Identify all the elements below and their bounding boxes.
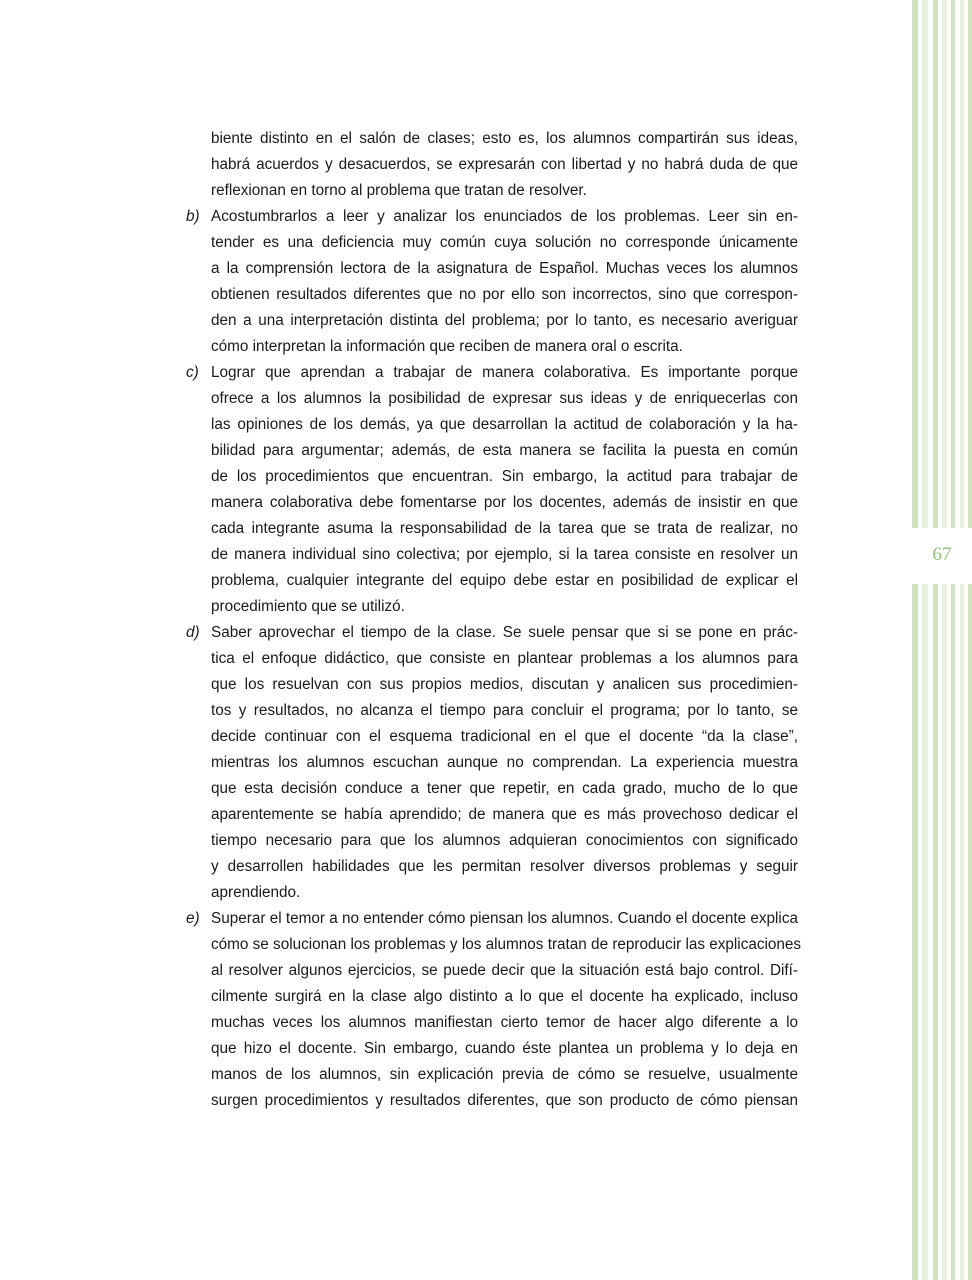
text-line: y desarrollen habilidades que les permitan resolver diversos problemas y seguir <box>211 858 798 875</box>
list-item <box>186 360 798 620</box>
text-line: mientras los alumnos escuchan aunque no comprendan. La experiencia muestra <box>211 754 798 771</box>
edge-stripe <box>912 0 918 1280</box>
text-line: procedimiento que se utilizó. <box>211 598 405 615</box>
text-line: a la comprensión lectora de la asignatura de Español. Muchas veces los alumnos <box>211 260 798 277</box>
list-item-marker: b) <box>186 208 200 225</box>
text-line: decide continuar con el esquema tradicional en el que el docente “da la clase”, <box>211 728 798 745</box>
text-line: cada integrante asuma la responsabilidad de la tarea que se trata de realizar, no <box>211 520 798 537</box>
text-line: tender es una deficiencia muy común cuya solución no corresponde únicamente <box>211 234 798 251</box>
text-line: tos y resultados, no alcanza el tiempo para concluir el programa; por lo tanto, se <box>211 702 798 719</box>
text-line: Saber aprovechar el tiempo de la clase. Se suele pensar que si se pone en prác- <box>211 624 798 641</box>
text-line: habrá acuerdos y desacuerdos, se expresarán con libertad y no habrá duda de que <box>211 156 798 173</box>
text-line: cómo interpretan la información que reciben de manera oral o escrita. <box>211 338 683 355</box>
body-text <box>186 126 802 1114</box>
list-item-marker: d) <box>186 624 200 641</box>
edge-stripe <box>933 0 938 1280</box>
list-item <box>186 906 802 1114</box>
text-line: que hizo el docente. Sin embargo, cuando éste plantea un problema y lo deja en <box>211 1040 798 1057</box>
text-line: aparentemente se había aprendido; de manera que es más provechoso dedicar el <box>211 806 798 823</box>
text-line: las opiniones de los demás, ya que desarrollan la actitud de colaboración y la ha- <box>211 416 798 433</box>
text-line: tiempo necesario para que los alumnos adquieran conocimientos con significado <box>211 832 798 849</box>
text-line: cómo se solucionan los problemas y los alumnos tratan de reproducir las explicaciones <box>211 936 802 953</box>
text-line: manera colaborativa debe fomentarse por los docentes, además de insistir en que <box>211 494 798 511</box>
list-item <box>186 126 798 204</box>
text-line: surgen procedimientos y resultados diferentes, que son producto de cómo piensan <box>211 1092 798 1109</box>
text-line: ofrece a los alumnos la posibilidad de expresar sus ideas y de enriquecerlas con <box>211 390 798 407</box>
text-line: manos de los alumnos, sin explicación previa de cómo se resuelve, usualmente <box>211 1066 798 1083</box>
text-line: problema, cualquier integrante del equipo debe estar en posibilidad de explicar el <box>211 572 798 589</box>
text-line: de manera individual sino colectiva; por ejemplo, si la tarea consiste en resolver un <box>211 546 798 563</box>
list-item <box>186 620 798 906</box>
text-line: obtienen resultados diferentes que no por ello son incorrectos, sino que correspon- <box>211 286 798 303</box>
page-edge-stripes <box>912 0 972 1280</box>
text-line: muchas veces los alumnos manifiestan cierto temor de hacer algo diferente a lo <box>211 1014 798 1031</box>
edge-stripe <box>968 0 972 1280</box>
edge-stripe <box>960 0 964 1280</box>
text-line: Lograr que aprendan a trabajar de manera colaborativa. Es importante porque <box>211 364 798 381</box>
text-line: de los procedimientos que encuentran. Sin embargo, la actitud para trabajar de <box>211 468 798 485</box>
text-line: biente distinto en el salón de clases; esto es, los alumnos compartirán sus ideas, <box>211 130 798 147</box>
text-line: bilidad para argumentar; además, de esta manera se facilita la puesta en común <box>211 442 798 459</box>
text-line: cilmente surgirá en la clase algo distinto a lo que el docente ha explicado, incluso <box>211 988 798 1005</box>
text-line: aprendiendo. <box>211 884 301 901</box>
edge-stripe <box>922 0 928 1280</box>
edge-stripe <box>942 0 947 1280</box>
text-line: que esta decisión conduce a tener que repetir, en cada grado, mucho de lo que <box>211 780 798 797</box>
text-line: Acostumbrarlos a leer y analizar los enunciados de los problemas. Leer sin en- <box>211 208 798 225</box>
text-line: que los resuelvan con sus propios medios, discutan y analicen sus procedimien- <box>211 676 798 693</box>
text-line: tica el enfoque didáctico, que consiste en plantear problemas a los alumnos para <box>211 650 798 667</box>
text-line: den a una interpretación distinta del problema; por lo tanto, es necesario averiguar <box>211 312 798 329</box>
text-line: reflexionan en torno al problema que tratan de resolver. <box>211 182 587 199</box>
list-item-marker: c) <box>186 364 199 381</box>
text-line: al resolver algunos ejercicios, se puede decir que la situación está bajo control. Difí- <box>211 962 798 979</box>
page-number: 67 <box>932 544 952 565</box>
list-item <box>186 204 798 360</box>
list-item-marker: e) <box>186 910 200 927</box>
edge-stripe <box>951 0 955 1280</box>
text-line: Superar el temor a no entender cómo piensan los alumnos. Cuando el docente explica <box>211 910 798 927</box>
